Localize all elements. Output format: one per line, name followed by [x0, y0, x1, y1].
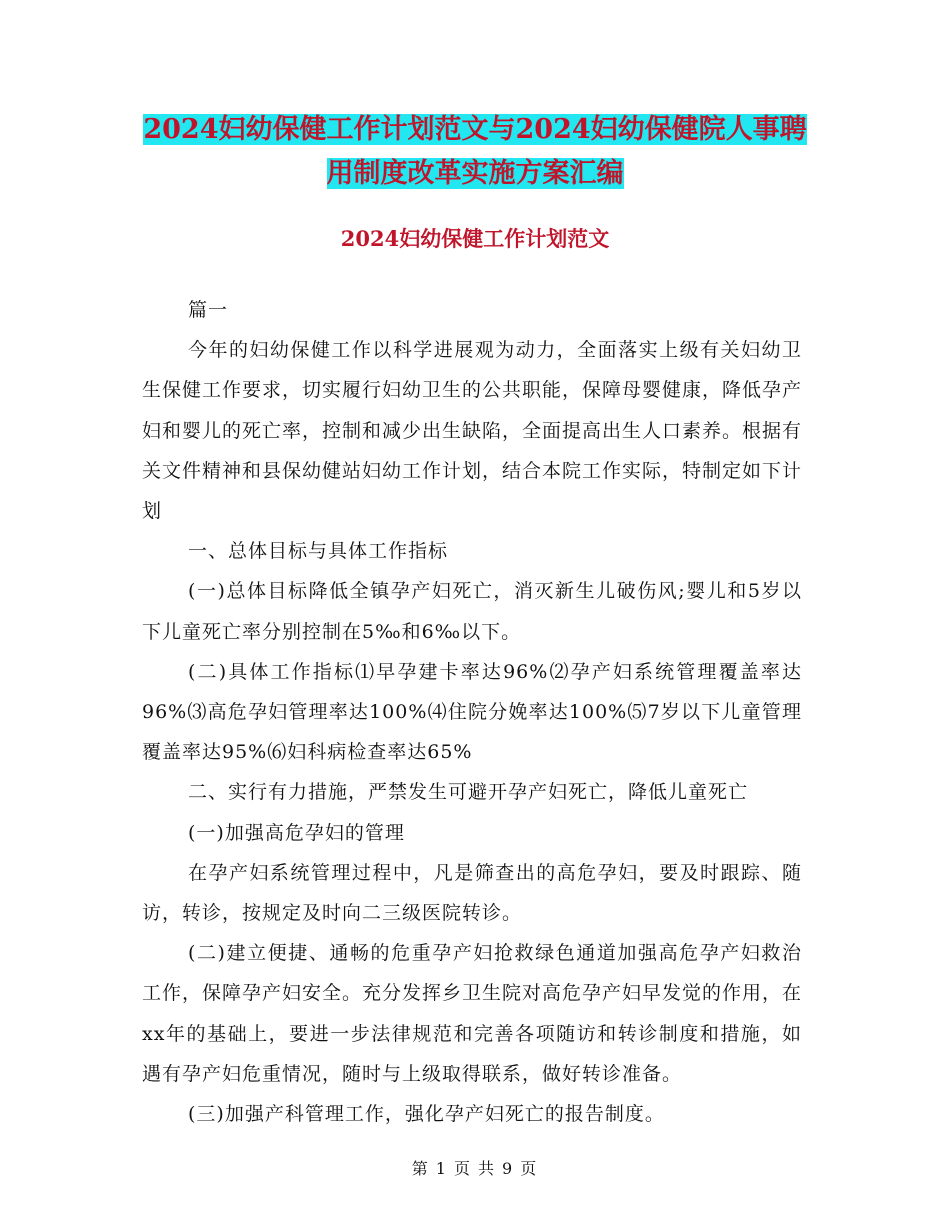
- paragraph: 今年的妇幼保健工作以科学进展观为动力，全面落实上级有关妇幼卫生保健工作要求，切实履行妇幼卫生的公共职能，保障母婴健康，降低孕产妇和婴儿的死亡率，控制和减少出生缺陷，全面提高出生人口素养。根据有关文件精神和县保幼健站妇幼工作计划，结合本院工作实际，特制定如下计划: [142, 339, 803, 523]
- paragraph: 一、总体目标与具体工作指标: [188, 540, 449, 563]
- paragraph: (三)加强产科管理工作，强化孕产妇死亡的报告制度。: [188, 1103, 665, 1126]
- document-title-text-2: 用制度改革实施方案汇编: [326, 158, 624, 189]
- document-title-line-2: [0, 154, 950, 194]
- footer-page-word: 页: [453, 1159, 472, 1178]
- paragraph: 二、实行有力措施，严禁发生可避开孕产妇死亡，降低儿童死亡: [188, 781, 749, 804]
- page-footer: [0, 1156, 950, 1179]
- document-title-line-1: [0, 110, 950, 150]
- current-page-number: 1: [435, 1159, 448, 1178]
- footer-total-prefix: 共: [478, 1159, 497, 1178]
- paragraph: (一)总体目标降低全镇孕产妇死亡，消灭新生儿破伤风;婴儿和5岁以下儿童死亡率分别控制在5‰和6‰以下。: [142, 580, 802, 643]
- footer-suffix: 页: [520, 1159, 539, 1178]
- paragraph: (一)加强高危孕妇的管理: [188, 821, 405, 844]
- paragraph: (二)建立便捷、通畅的危重孕产妇抢救绿色通道加强高危孕产妇救治工作，保障孕产妇安全。充分发挥乡卫生院对高危孕产妇早发觉的作用，在xx年的基础上，要进一步法律规范和完善各项随访和转诊制度和措施，如遇有孕产妇危重情况，随时与上级取得联系，做好转诊准备。: [142, 942, 803, 1085]
- section-title: 2024妇幼保健工作计划范文: [340, 226, 610, 251]
- paragraph: 篇一: [188, 299, 229, 321]
- document-body: [142, 290, 802, 1134]
- paragraph: 在孕产妇系统管理过程中，凡是筛查出的高危孕妇，要及时跟踪、随访，转诊，按规定及时向二三级医院转诊。: [142, 861, 802, 925]
- document-title-text-1: 2024妇幼保健工作计划范文与2024妇幼保健院人事聘: [143, 114, 807, 145]
- paragraph: (二)具体工作指标⑴早孕建卡率达96%⑵孕产妇系统管理覆盖率达96%⑶高危孕妇管理率达100%⑷住院分娩率达100%⑸7岁以下儿童管理覆盖率达95%⑹妇科病检查率达65%: [142, 660, 802, 764]
- total-page-count: 9: [502, 1159, 515, 1178]
- footer-prefix: 第: [411, 1159, 430, 1178]
